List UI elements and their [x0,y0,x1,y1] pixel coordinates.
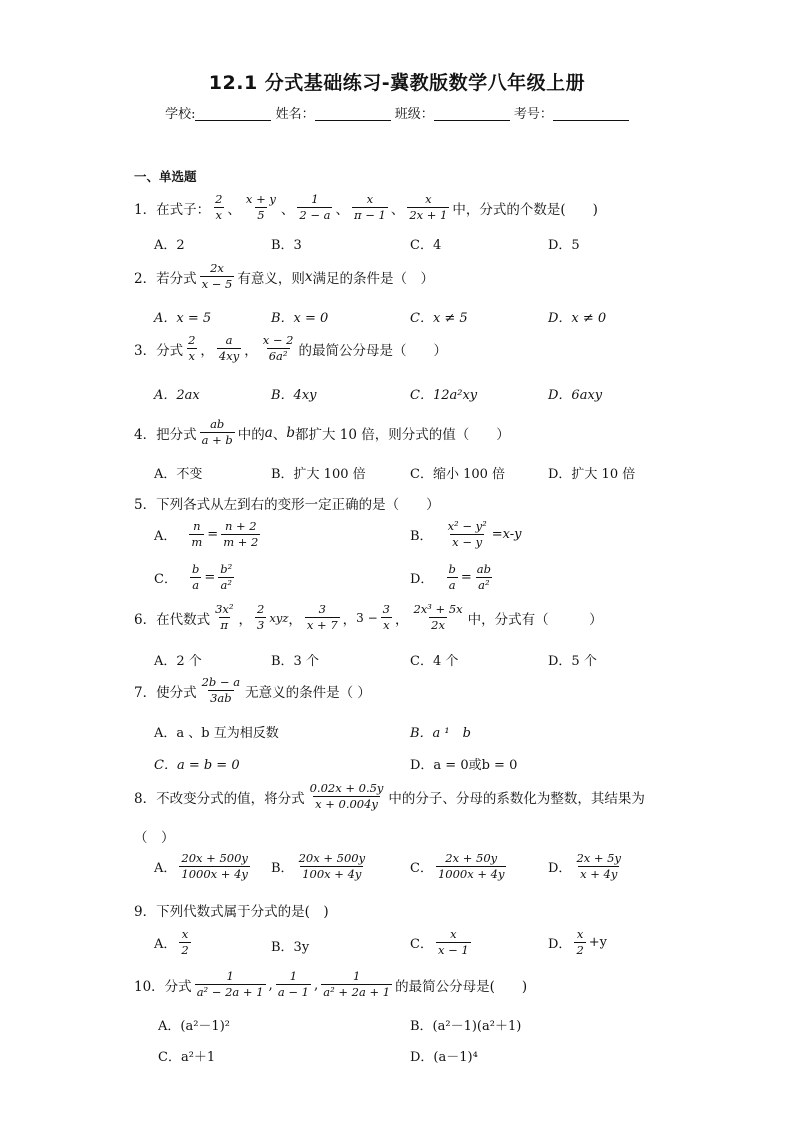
q10-sep: , [313,976,319,993]
q10-option-d: D．(a－1)⁴ [410,1050,478,1065]
q2-num: 2x [210,261,224,275]
q4-option-c: C．缩小 100 倍 [410,467,506,482]
q4-option-b: B．扩大 100 倍 [271,467,366,482]
q5-c-f2-num: b² [220,562,233,576]
q4-option-d: D．扩大 10 倍 [548,467,636,482]
q3-fraction-3 [261,334,296,363]
q9-d-label: D． [548,937,572,953]
name-label: 姓名： [275,107,315,122]
q9-d-den: 2 [576,943,584,958]
question-4 [134,418,510,447]
q9-c-num: x [450,927,457,941]
q1-fraction-4 [352,193,388,222]
q4-option-a: A．不变 [154,467,203,482]
q6-sep: ， [288,611,302,628]
q6-term-xyz: xyz [269,610,289,625]
q10-option-a: A．(a²－1)² [158,1019,230,1034]
q9-a-num: x [181,927,189,941]
q8-option-d [548,852,626,881]
q10-sep: , [268,976,273,993]
q1-f2-den: 5 [257,208,265,223]
q1-option-a: A．2 [154,238,185,253]
q3-f3-den: 6a² [268,349,288,364]
q6-prefix: 6．在代数式 [134,611,211,628]
q1-fraction-1 [213,193,224,222]
q4-fraction [200,418,235,447]
q9-a-fraction [179,928,190,957]
q10-suffix: 的最简公分母是( ) [395,978,528,995]
question-2 [134,262,434,291]
q4-var-a: a [264,424,273,441]
q5-option-a [154,520,263,549]
q7-prefix: 7．使分式 [134,684,197,701]
q10-prefix: 10．分式 [134,978,192,995]
q7-option-a: A．a 、b 互为相反数 [154,726,279,741]
school-blank [195,106,271,121]
q10-option-c: C．a²＋1 [158,1050,216,1065]
question-3 [134,334,447,363]
q6-f5-num: 2x³ + 5x [413,602,463,616]
q7-den: 3ab [210,691,232,706]
q8-d-fraction [574,852,623,881]
q4-mid: 中的 [237,426,265,443]
q6-fraction-3 [305,603,340,632]
q3-f2-num: a [225,333,233,347]
question-9: 9．下列代数式属于分式的是( ) [134,904,329,920]
q6-option-c: C．4 个 [410,654,459,669]
q4-den: a + b [201,433,233,448]
q7-option-c: C．a = b = 0 [154,758,240,773]
q2-mid: 有意义，则 [237,270,305,287]
q6-option-d: D．5 个 [548,654,597,669]
q6-f2-num: 2 [257,602,265,616]
q5-a-f2-den: m + 2 [223,535,259,550]
q4-var-b: b [286,424,295,441]
q9-option-a [154,928,194,957]
q6-f1-num: 3x² [215,602,234,616]
q7-fraction [200,676,242,705]
q1-suffix: 中，分式的个数是( ) [452,201,598,218]
q8-answer-paren: （ ） [134,830,175,846]
q1-option-c: C．4 [410,238,442,253]
q2-prefix: 2．若分式 [134,270,197,287]
q5-b-fraction [446,520,489,549]
q5-a-f1-num: n [193,519,201,533]
q1-f5-num: x [425,192,432,206]
q8-fraction [308,782,386,811]
page-title: 12.1 分式基础练习-冀教版数学八年级上册 [208,72,586,94]
q5-b-rhs: =x-y [491,527,522,543]
q5-d-f2-num: ab [476,562,491,576]
q6-sep: ， [394,611,409,628]
q2-option-a: A．x = 5 [154,311,212,326]
q5-b-num: x² − y² [447,519,487,533]
q6-fraction-5 [411,603,464,632]
q5-b-label: B． [410,529,433,545]
q8-prefix: 8．不改变分式的值，将分式 [134,790,305,807]
q9-c-fraction [436,928,471,957]
q5-c-f2-den: a² [220,578,232,593]
question-8 [134,782,645,811]
q5-c-f1-num: b [191,562,200,576]
q10-f3-num: 1 [353,969,361,983]
q8-a-den: 1000x + 4y [181,867,248,882]
q1-f4-den: π − 1 [353,208,386,223]
q2-suffix: 满足的条件是（ ） [312,270,434,287]
q9-a-den: 2 [181,943,189,958]
q6-f4-num: 3 [382,602,390,616]
q8-b-fraction [297,852,368,881]
name-blank [315,106,391,121]
q6-option-a: A．2 个 [154,654,202,669]
q5-option-d [410,563,496,592]
q8-d-label: D． [548,861,572,877]
q6-fraction-1 [213,603,235,632]
q5-d-eq: = [460,570,472,586]
q1-f3-den: 2 − a [299,208,331,223]
q8-a-num: 20x + 500y [181,851,248,865]
q5-d-f1-den: a [448,578,456,593]
q8-b-den: 100x + 4y [302,867,362,882]
q1-f2-num: x + y [245,192,276,206]
exam-no-label: 考号： [513,107,553,122]
q1-option-d: D．5 [548,238,580,253]
question-10 [134,970,527,999]
q5-a-f1-den: m [191,535,203,550]
question-1 [134,193,598,222]
q5-d-fraction-1 [446,563,457,592]
school-label: 学校: [165,107,196,122]
q10-option-b: B．(a²－1)(a²＋1) [410,1019,522,1034]
q8-suffix: 中的分子、分母的系数化为整数，其结果为 [388,790,645,807]
q5-d-f2-den: a² [478,578,490,593]
q8-b-num: 20x + 500y [298,851,366,865]
q8-c-num: 2x + 50y [445,851,498,865]
q8-a-fraction [179,852,250,881]
q6-f2-den: 3 [257,618,265,633]
q6-sep: ， [342,611,357,628]
q5-c-f1-den: a [192,578,200,593]
q7-option-b: B．a ¹ b [410,726,471,741]
q3-sep: ， [244,342,258,359]
q3-fraction-2 [217,334,241,363]
q3-fraction-1 [186,334,197,363]
q1-sep: 、 [280,201,295,218]
q6-term-3-minus: 3 − [356,610,378,625]
q2-fraction [200,262,235,291]
q5-b-den: x − y [452,535,483,550]
q1-f1-num: 2 [215,192,223,206]
q1-f1-den: x [215,208,222,223]
q6-f1-den: π [220,618,229,633]
q5-a-fraction-2 [221,520,260,549]
q9-a-label: A． [154,937,177,953]
q5-a-f2-num: n + 2 [224,519,257,533]
q1-prefix: 1．在式子： [134,201,211,218]
q1-sep: 、 [227,201,241,218]
q5-a-label: A． [154,529,177,545]
q8-num: 0.02x + 0.5y [309,781,384,795]
exam-no-blank [553,106,629,121]
q6-sep: ， [238,611,253,628]
q1-f3-num: 1 [311,192,319,206]
q1-sep: 、 [335,201,349,218]
q9-d-rhs: +y [588,935,608,951]
q10-f1-num: 1 [226,969,234,983]
question-5: 5．下列各式从左到右的变形一定正确的是（ ） [134,497,440,513]
q8-option-a [154,852,253,881]
q5-option-c [154,563,237,592]
q3-f3-num: x − 2 [262,333,294,347]
question-6 [134,603,603,632]
q6-f4-den: x [383,618,390,633]
q8-c-den: 1000x + 4y [437,867,505,882]
q6-fraction-2 [255,603,266,632]
q3-suffix: 的最简公分母是（ ） [298,342,447,359]
q2-var: x [304,268,313,285]
q4-suffix: 都扩大 10 倍，则分式的值（ ） [294,426,510,443]
q4-sep: 、 [272,426,287,443]
q6-suffix: 中，分式有（ ） [467,611,603,628]
q3-prefix: 3．分式 [134,342,184,359]
q4-num: ab [210,417,225,431]
q10-f1-den: a² − 2a + 1 [196,985,264,1000]
q6-option-b: B．3 个 [271,654,319,669]
q9-c-den: x − 1 [437,943,469,958]
q8-c-fraction [436,852,507,881]
q9-option-b: B．3y [271,940,310,955]
q8-den: x + 0.004y [315,797,378,812]
q3-sep: ， [200,342,214,359]
q5-a-eq: = [207,527,219,543]
q9-option-d [548,928,607,957]
q3-option-d: D．6axy [548,388,603,403]
q3-option-b: B．4xy [271,388,317,403]
q5-d-label: D． [410,572,434,588]
q1-option-b: B．3 [271,238,302,253]
q3-option-a: A．2ax [154,388,200,403]
q4-prefix: 4．把分式 [134,426,197,443]
q3-f1-den: x [188,349,195,364]
q5-c-fraction-2 [218,563,234,592]
q6-fraction-4 [381,603,392,632]
question-7 [134,676,371,705]
q8-option-b [271,852,370,881]
q1-f5-den: 2x + 1 [409,208,448,223]
q5-c-eq: = [204,570,216,586]
q1-f4-num: x [366,192,374,206]
q9-option-c [410,928,474,957]
q2-den: x − 5 [201,277,233,292]
q10-f2-num: 1 [289,969,298,983]
q10-f3-den: a² + 2a + 1 [323,985,391,1000]
q2-option-d: D．x ≠ 0 [548,311,607,326]
q3-f1-num: 2 [188,333,196,347]
q8-c-label: C． [410,861,433,877]
q8-a-label: A． [154,861,177,877]
student-info-line [0,103,794,122]
q7-option-d: D．a = 0或b = 0 [410,758,518,773]
q5-d-fraction-2 [475,563,493,592]
q5-d-f1-num: b [448,562,456,576]
q8-d-num: 2x + 5y [576,851,621,865]
q8-option-c [410,852,509,881]
q5-c-label: C． [154,572,177,588]
q8-d-den: x + 4y [580,867,618,882]
q7-num: 2b − a [201,675,241,689]
q2-option-b: B．x = 0 [271,311,329,326]
q10-f2-den: a − 1 [277,985,309,1000]
class-label: 班级： [394,107,434,122]
q9-d-num: x [576,927,584,941]
q5-a-fraction-1 [189,520,204,549]
q10-fraction-2 [276,970,311,999]
q9-c-label: C． [410,937,433,953]
q3-option-c: C．12a²xy [410,388,478,403]
q9-d-fraction [574,928,585,957]
q6-f3-num: 3 [318,602,326,616]
q1-sep: 、 [390,201,405,218]
q6-f5-den: 2x [431,618,445,633]
q2-option-c: C．x ≠ 5 [410,311,468,326]
q10-fraction-3 [321,970,392,999]
q6-f3-den: x + 7 [306,618,338,633]
q1-fraction-2 [244,193,278,222]
q7-suffix: 无意义的条件是（ ） [245,684,371,701]
q3-f2-den: 4xy [218,349,240,364]
q8-b-label: B． [271,861,294,877]
q5-c-fraction-1 [190,563,201,592]
q1-fraction-3 [297,193,332,222]
q5-option-b [410,520,521,549]
q10-fraction-1 [195,970,266,999]
q1-fraction-5 [407,193,449,222]
class-blank [434,106,510,121]
section-heading: 一、单选题 [134,169,197,184]
